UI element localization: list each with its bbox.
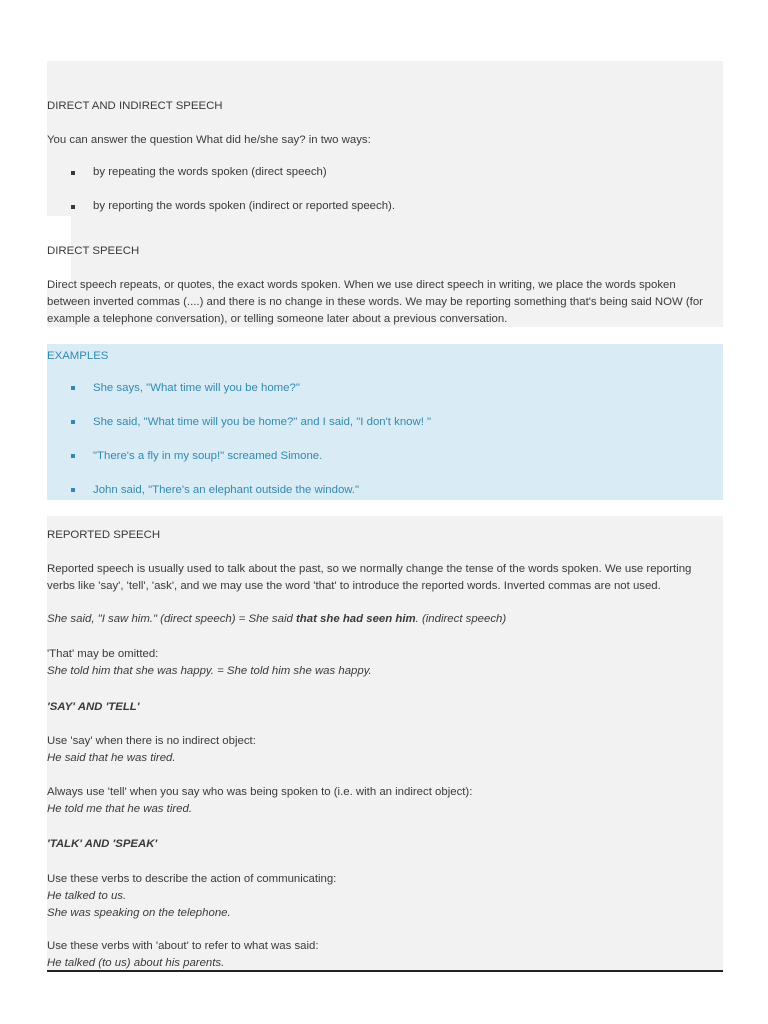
bullet-icon — [71, 171, 75, 175]
talk-example-1-text: He talked to us. — [47, 890, 127, 902]
paragraph-line: between inverted commas (....) and there is no change in these words. We may be reporting something that's being said NOW (for — [47, 296, 703, 308]
say-example-text: He said that he was tired. — [47, 752, 176, 764]
bullet-icon — [71, 386, 75, 390]
intro-text: You can answer the question What did he/she say? in two ways: — [47, 134, 371, 146]
example-item: She says, "What time will you be home?" — [93, 382, 300, 394]
about-rule: Use these verbs with 'about' to refer to what was said: — [47, 940, 319, 952]
example-item: She said, "What time will you be home?" and I said, "I don't know! " — [93, 416, 432, 428]
say-tell-heading — [47, 699, 139, 716]
say-tell-heading-text: 'SAY' AND 'TELL' — [47, 701, 140, 713]
direct-speech-heading: DIRECT SPEECH — [47, 245, 140, 257]
talk-example-1 — [47, 888, 126, 905]
omit-example-text: She told him that she was happy. = She told him she was happy. — [47, 665, 372, 677]
example-post: . (indirect speech) — [415, 613, 507, 625]
intro-section — [47, 61, 723, 327]
list-item: by repeating the words spoken (direct speech) — [93, 166, 327, 178]
talk-rule: Use these verbs to describe the action of communicating: — [47, 873, 337, 885]
talk-speak-heading — [47, 836, 157, 853]
bottom-divider — [47, 970, 723, 972]
tell-example — [47, 801, 192, 818]
page-title: DIRECT AND INDIRECT SPEECH — [47, 100, 223, 112]
paragraph-line: Reported speech is usually used to talk about the past, so we normally change the tense of the words spoken. We use reporting — [47, 563, 692, 575]
talk-example-2-text: She was speaking on the telephone. — [47, 907, 231, 919]
reported-speech-paragraph — [47, 561, 723, 595]
tell-rule: Always use 'tell' when you say who was being spoken to (i.e. with an indirect object): — [47, 786, 473, 798]
list-item: by reporting the words spoken (indirect or reported speech). — [93, 200, 396, 212]
say-example — [47, 750, 176, 767]
tell-example-text: He told me that he was tired. — [47, 803, 192, 815]
example-bold: that she had seen him — [296, 613, 416, 625]
examples-section — [47, 344, 723, 500]
example-item: John said, "There's an elephant outside the window." — [93, 484, 360, 496]
talk-speak-heading-text: 'TALK' AND 'SPEAK' — [47, 838, 158, 850]
talk-example-2 — [47, 905, 231, 922]
reported-example — [47, 611, 506, 628]
paragraph-line: Direct speech repeats, or quotes, the exact words spoken. When we use direct speech in writing, we place the words spoken — [47, 279, 676, 291]
bullet-icon — [71, 488, 75, 492]
example-pre: She said, "I saw him." (direct speech) = She said — [47, 613, 296, 625]
bullet-icon — [71, 420, 75, 424]
bullet-icon — [71, 205, 75, 209]
example-item: "There's a fly in my soup!" screamed Simone. — [93, 450, 323, 462]
omit-example — [47, 663, 372, 680]
reported-speech-section — [47, 516, 723, 971]
paragraph-line: example a telephone conversation), or telling someone later about a previous conversation. — [47, 313, 508, 325]
say-rule: Use 'say' when there is no indirect object: — [47, 735, 256, 747]
omit-label: 'That' may be omitted: — [47, 648, 159, 660]
paragraph-line: verbs like 'say', 'tell', 'ask', and we may use the word 'that' to introduce the reported words. Inverted commas are not used. — [47, 580, 661, 592]
direct-speech-paragraph — [47, 277, 723, 328]
reported-speech-heading: REPORTED SPEECH — [47, 529, 161, 541]
examples-heading: EXAMPLES — [47, 350, 109, 362]
about-example-text: He talked (to us) about his parents. — [47, 957, 225, 969]
bullet-icon — [71, 454, 75, 458]
